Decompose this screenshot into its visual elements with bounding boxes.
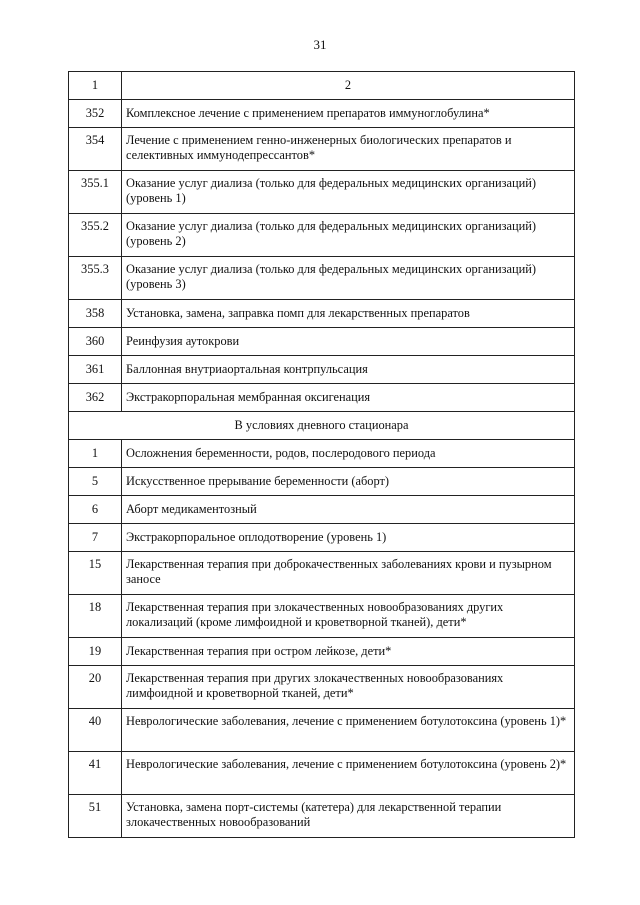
row-number-cell: 19	[69, 638, 122, 666]
table-row	[69, 300, 575, 328]
row-description-cell: Осложнения беременности, родов, послеродового периода	[122, 440, 575, 468]
row-number-cell: 41	[69, 752, 122, 795]
row-number-cell: 20	[69, 666, 122, 709]
row-number-cell: 358	[69, 300, 122, 328]
header-col-1: 1	[69, 72, 122, 100]
table-row	[69, 552, 575, 595]
row-description-cell: Неврологические заболевания, лечение с применением ботулотоксина (уровень 1)*	[122, 709, 575, 752]
row-description-cell: Комплексное лечение с применением препаратов иммуноглобулина*	[122, 100, 575, 128]
table-row	[69, 595, 575, 638]
table-row	[69, 356, 575, 384]
row-description-cell: Лекарственная терапия при злокачественных новообразованиях других локализаций (кроме лимфоидной и кроветворной тканей), дети*	[122, 595, 575, 638]
table-row	[69, 709, 575, 752]
row-description-cell: Установка, замена порт-системы (катетера) для лекарственной терапии злокачественных новообразований	[122, 795, 575, 838]
row-number-cell: 15	[69, 552, 122, 595]
tariff-table	[68, 71, 575, 838]
section-header-row	[69, 412, 575, 440]
row-description-cell: Оказание услуг диализа (только для федеральных медицинских организаций) (уровень 2)	[122, 214, 575, 257]
table-body	[69, 72, 575, 838]
row-number-cell: 5	[69, 468, 122, 496]
row-number-cell: 51	[69, 795, 122, 838]
row-description-cell: Экстракорпоральное оплодотворение (уровень 1)	[122, 524, 575, 552]
page-number: 31	[313, 37, 327, 52]
row-description-cell: Баллонная внутриаортальная контрпульсация	[122, 356, 575, 384]
row-description-cell: Лекарственная терапия при других злокачественных новообразованиях лимфоидной и кроветворной тканей, дети*	[122, 666, 575, 709]
row-description-cell: Лекарственная терапия при остром лейкозе, дети*	[122, 638, 575, 666]
row-description-cell: Аборт медикаментозный	[122, 496, 575, 524]
table-row	[69, 752, 575, 795]
table-row	[69, 214, 575, 257]
row-number-cell: 361	[69, 356, 122, 384]
table-row	[69, 171, 575, 214]
row-description-cell: Лекарственная терапия при доброкачественных заболеваниях крови и пузырном заносе	[122, 552, 575, 595]
row-number-cell: 6	[69, 496, 122, 524]
table-row	[69, 496, 575, 524]
table-row	[69, 666, 575, 709]
row-description-cell: Оказание услуг диализа (только для федеральных медицинских организаций) (уровень 1)	[122, 171, 575, 214]
row-number-cell: 355.3	[69, 257, 122, 300]
table-row	[69, 440, 575, 468]
row-number-cell: 354	[69, 128, 122, 171]
row-description-cell: Неврологические заболевания, лечение с применением ботулотоксина (уровень 2)*	[122, 752, 575, 795]
row-number-cell: 1	[69, 440, 122, 468]
row-number-cell: 40	[69, 709, 122, 752]
section-title: В условиях дневного стационара	[69, 412, 575, 440]
table-row	[69, 128, 575, 171]
table-row	[69, 524, 575, 552]
row-description-cell: Установка, замена, заправка помп для лекарственных препаратов	[122, 300, 575, 328]
row-description-cell: Реинфузия аутокрови	[122, 328, 575, 356]
header-col-2: 2	[122, 72, 575, 100]
row-number-cell: 352	[69, 100, 122, 128]
table-row	[69, 638, 575, 666]
row-number-cell: 360	[69, 328, 122, 356]
row-description-cell: Искусственное прерывание беременности (аборт)	[122, 468, 575, 496]
row-description-cell: Лечение с применением генно-инженерных биологических препаратов и селективных иммунодепрессантов*	[122, 128, 575, 171]
row-number-cell: 18	[69, 595, 122, 638]
table-row	[69, 257, 575, 300]
table-row	[69, 328, 575, 356]
table-row	[69, 384, 575, 412]
row-number-cell: 355.2	[69, 214, 122, 257]
row-description-cell: Оказание услуг диализа (только для федеральных медицинских организаций) (уровень 3)	[122, 257, 575, 300]
table-row	[69, 468, 575, 496]
row-number-cell: 355.1	[69, 171, 122, 214]
row-number-cell: 7	[69, 524, 122, 552]
table-header-row	[69, 72, 575, 100]
row-number-cell: 362	[69, 384, 122, 412]
table-row	[69, 795, 575, 838]
table-row	[69, 100, 575, 128]
row-description-cell: Экстракорпоральная мембранная оксигенация	[122, 384, 575, 412]
